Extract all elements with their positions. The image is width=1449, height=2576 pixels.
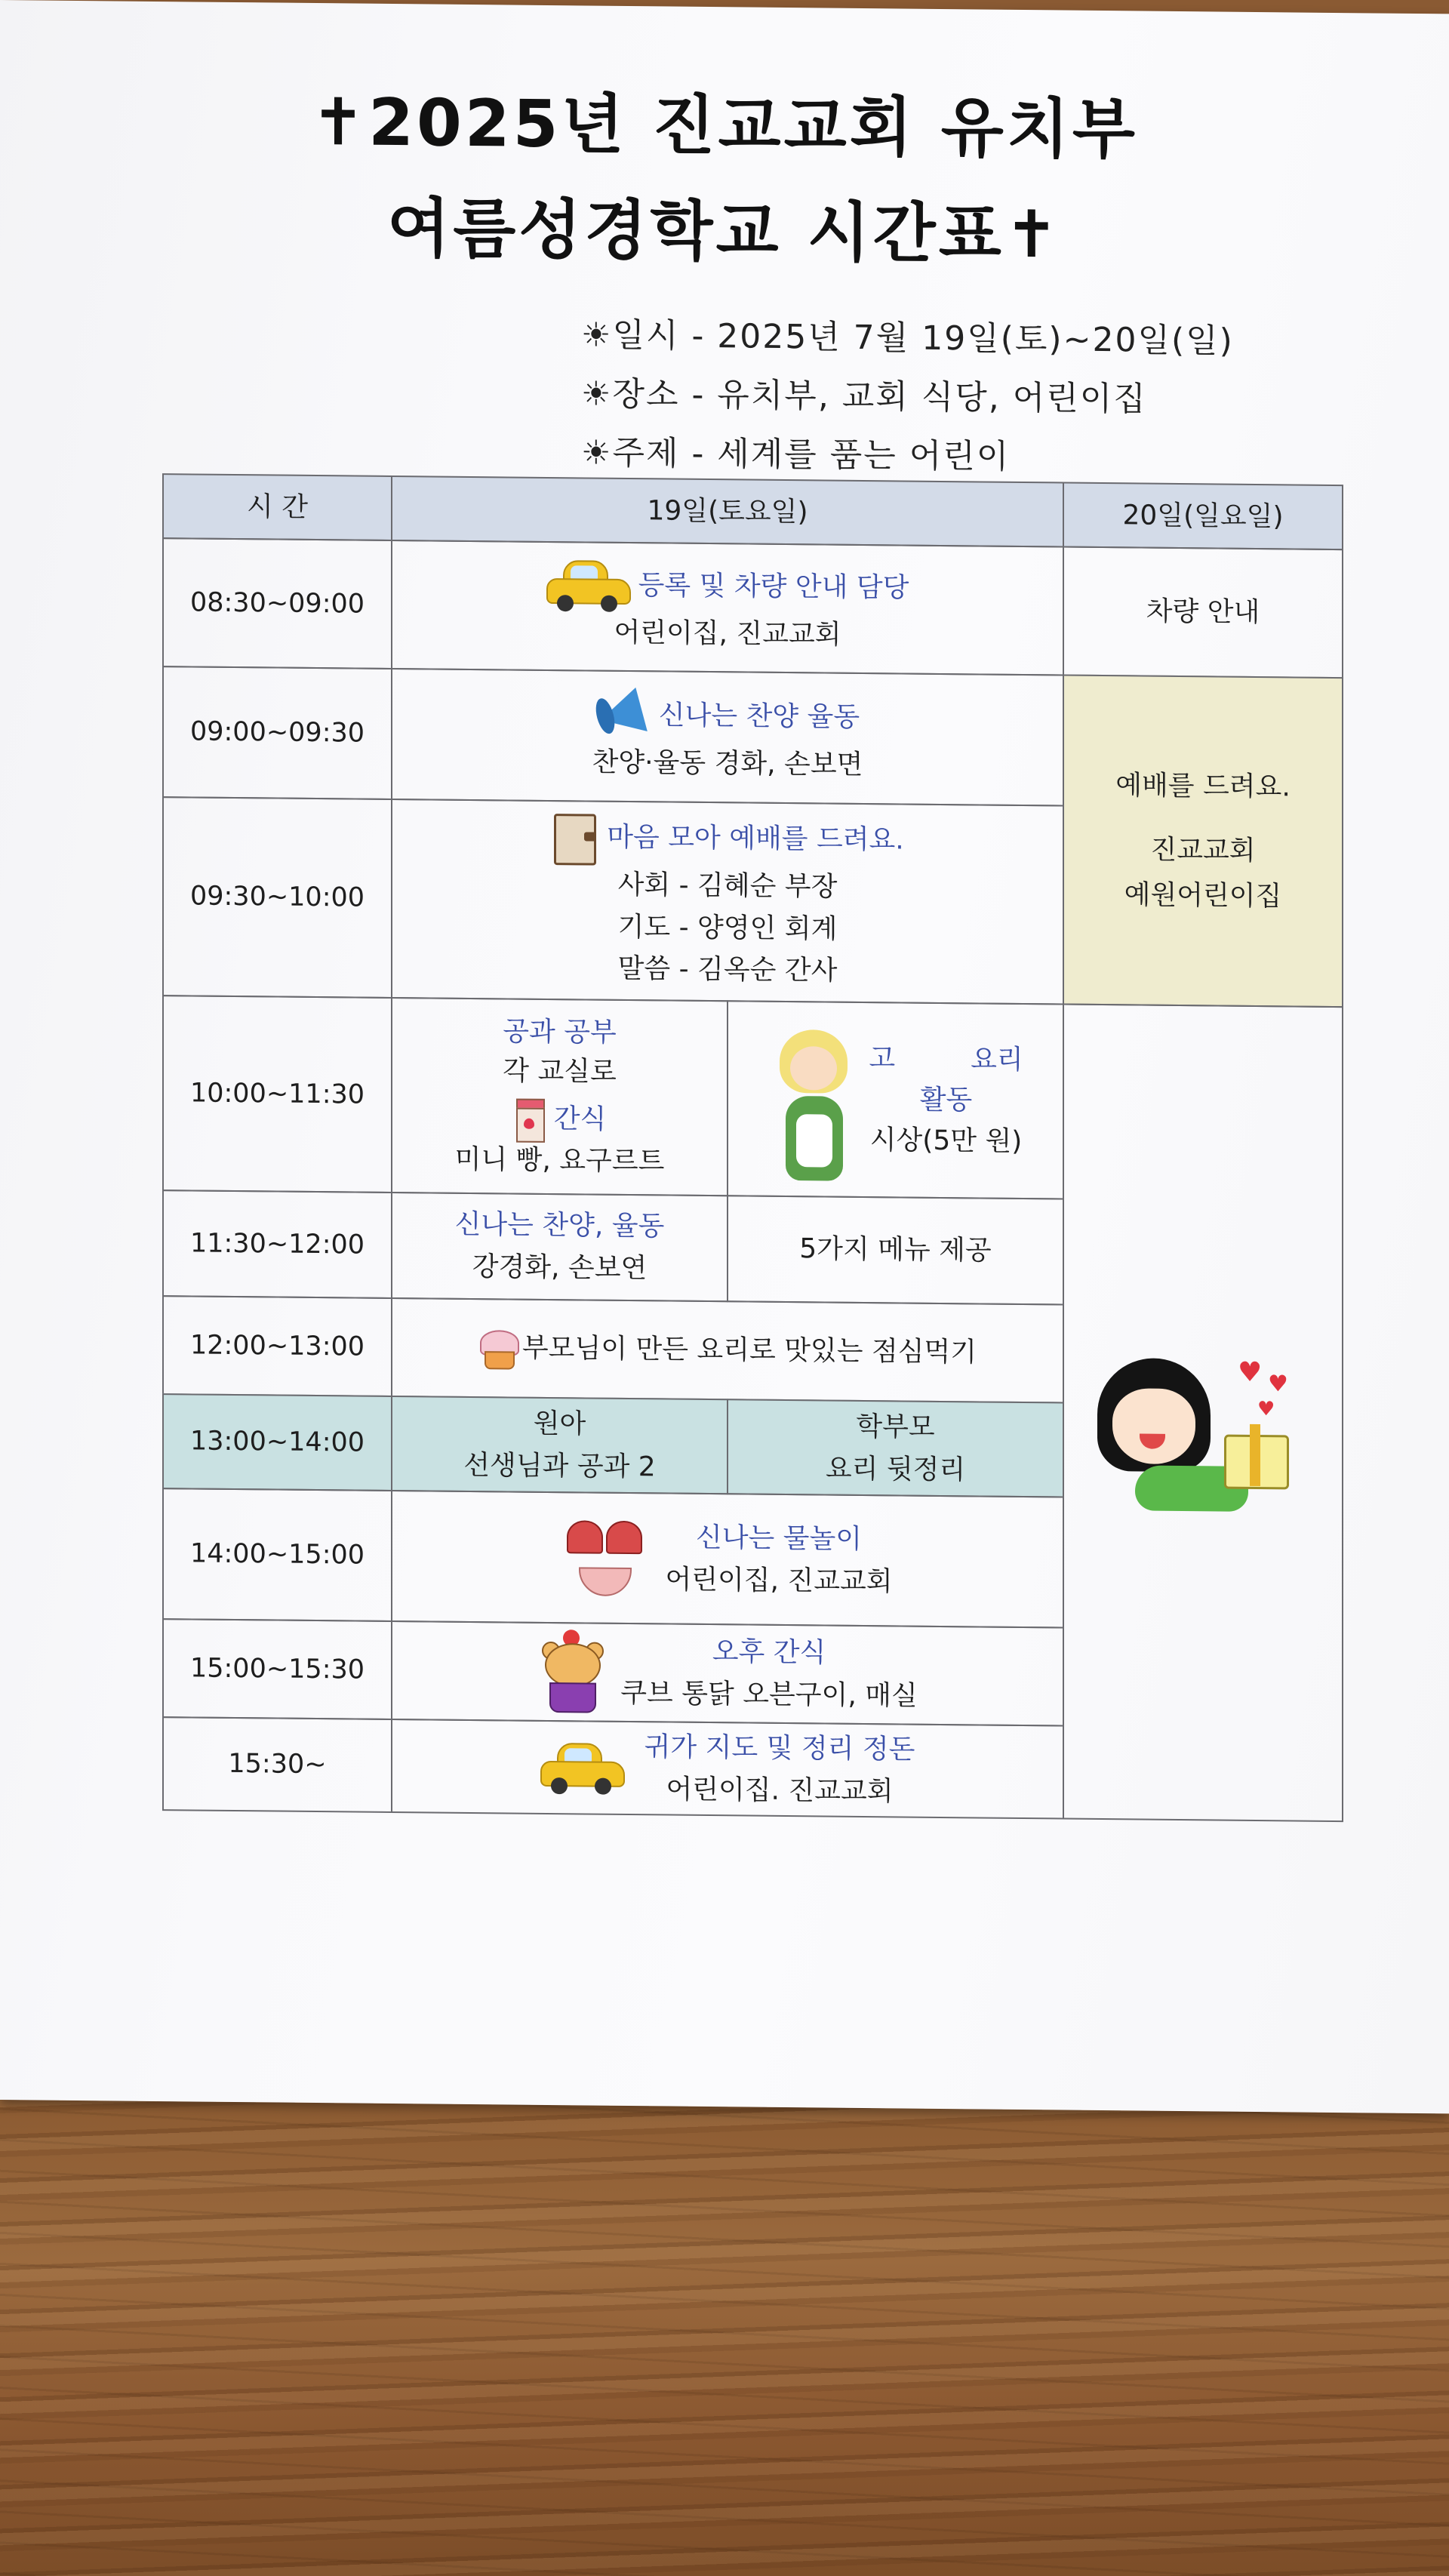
header-time: 시 간 (162, 473, 392, 541)
time-cell: 09:00~09:30 (162, 666, 392, 800)
worship-sermon: 말씀 - 김옥순 간사 (617, 953, 838, 987)
day2-empty-cell (1063, 1004, 1343, 1823)
car-icon (546, 559, 628, 612)
girl-cook-icon (768, 1023, 858, 1175)
worship-cell (391, 799, 1064, 1005)
time-cell: 15:00~15:30 (162, 1618, 392, 1720)
header-day2: 20일(일요일) (1063, 482, 1343, 551)
praise-leaders: 찬양·율동 경화, 손보면 (592, 746, 863, 780)
go-home-title: 귀가 지도 및 정리 정돈 (644, 1731, 915, 1765)
page-title-line1: ✝2025년 진교교회 유치부 (311, 84, 1138, 168)
info-place: ☀장소 - 유치부, 교회 식당, 어린이집 (581, 374, 1147, 419)
bible-icon (551, 811, 596, 864)
parents-task: 요리 뒷정리 (825, 1453, 966, 1485)
worship-prayer: 기도 - 양영인 회계 (617, 911, 838, 945)
snack-items: 미니 빵, 요구르트 (454, 1143, 665, 1177)
registration-place: 어린이집, 진교교회 (614, 617, 841, 651)
time-cell: 15:30~ (162, 1716, 392, 1813)
girl-gift-icon: ♥ ♥ ♥ (1090, 1343, 1316, 1527)
time-cell: 09:30~10:00 (162, 796, 392, 999)
go-home-place: 어린이집. 진교교회 (666, 1773, 894, 1807)
page-title-line2: 여름성경학교 시간표✝ (387, 190, 1062, 273)
megaphone-icon (595, 688, 648, 742)
kids-lesson: 선생님과 공과 2 (463, 1449, 656, 1482)
lunch-cell (391, 1297, 1064, 1404)
kids-title: 원아 (533, 1408, 586, 1440)
parents-cell (727, 1399, 1064, 1497)
cupcake-icon (478, 1328, 518, 1368)
pm-snack-items: 쿠브 통닭 오븐구이, 매실 (620, 1677, 918, 1712)
lesson-place: 각 교실로 (503, 1055, 617, 1088)
bear-cupcake-icon (537, 1630, 605, 1715)
day2-vehicle: 차량 안내 (1146, 596, 1260, 629)
car-icon (540, 1740, 622, 1794)
day2-worship: 예배를 드려요. (1115, 770, 1291, 803)
time-cell: 13:00~14:00 (162, 1393, 392, 1491)
praise2-title: 신나는 찬양, 율동 (454, 1208, 665, 1242)
praise2-cell (391, 1192, 728, 1302)
worship-title: 마음 모아 예배를 드려요. (607, 821, 904, 856)
schedule-table (162, 473, 1343, 1851)
cooking-activity: 활동 (919, 1084, 973, 1116)
time-cell: 11:30~12:00 (162, 1190, 392, 1299)
time-cell: 08:30~09:00 (162, 537, 392, 669)
lunch-text: 부모님이 만든 요리로 맛있는 점심먹기 (521, 1332, 977, 1368)
time-cell: 10:00~11:30 (162, 995, 392, 1193)
pm-snack-title: 오후 간식 (712, 1636, 826, 1669)
go-home-cell (391, 1719, 1064, 1820)
lesson-title: 공과 공부 (503, 1016, 617, 1048)
info-date: ☀일시 - 2025년 7월 19일(토)~20일(일) (581, 315, 1234, 361)
snack-title: 간식 (553, 1103, 607, 1135)
cooking-prize: 시상(5만 원) (869, 1125, 1023, 1158)
praise2-leaders: 강경화, 손보연 (472, 1251, 648, 1285)
menu-text: 5가지 메뉴 제공 (799, 1233, 992, 1266)
day2-vehicle-cell (1063, 546, 1343, 679)
water-play-cell (391, 1490, 1064, 1629)
lesson-snack-cell (391, 997, 728, 1196)
info-theme: ☀주제 - 세계를 품는 어린이 (581, 433, 1011, 476)
pm-snack-cell (391, 1620, 1064, 1727)
time-cell: 12:00~13:00 (162, 1295, 392, 1397)
cooking-go: 고 (869, 1043, 896, 1075)
praise-title: 신나는 찬양 율동 (658, 700, 860, 733)
header-day1: 19일(토요일) (391, 475, 1064, 548)
time-cell: 14:00~15:00 (162, 1488, 392, 1622)
day2-worship-cell (1063, 675, 1343, 1008)
wooden-table (0, 2091, 1449, 2576)
parents-title: 학부모 (856, 1411, 935, 1443)
day2-place-church: 진교교회 (1150, 834, 1256, 867)
water-play-place: 어린이집, 진교교회 (665, 1563, 893, 1597)
cooking-cell (727, 1000, 1064, 1199)
swimsuit-icon (562, 1513, 645, 1604)
milk-carton-icon (513, 1097, 543, 1141)
praise-cell (391, 668, 1064, 807)
water-play-title: 신나는 물놀이 (695, 1522, 863, 1555)
registration-title: 등록 및 차량 안내 담당 (638, 570, 909, 604)
worship-host: 사회 - 김혜순 부장 (617, 869, 838, 903)
kids-lesson-cell (391, 1396, 728, 1494)
cooking-yori: 요리 (971, 1044, 1023, 1076)
day2-place-kindergarten: 예원어린이집 (1124, 879, 1282, 912)
registration-cell (391, 540, 1064, 676)
menu-cell (727, 1195, 1064, 1305)
